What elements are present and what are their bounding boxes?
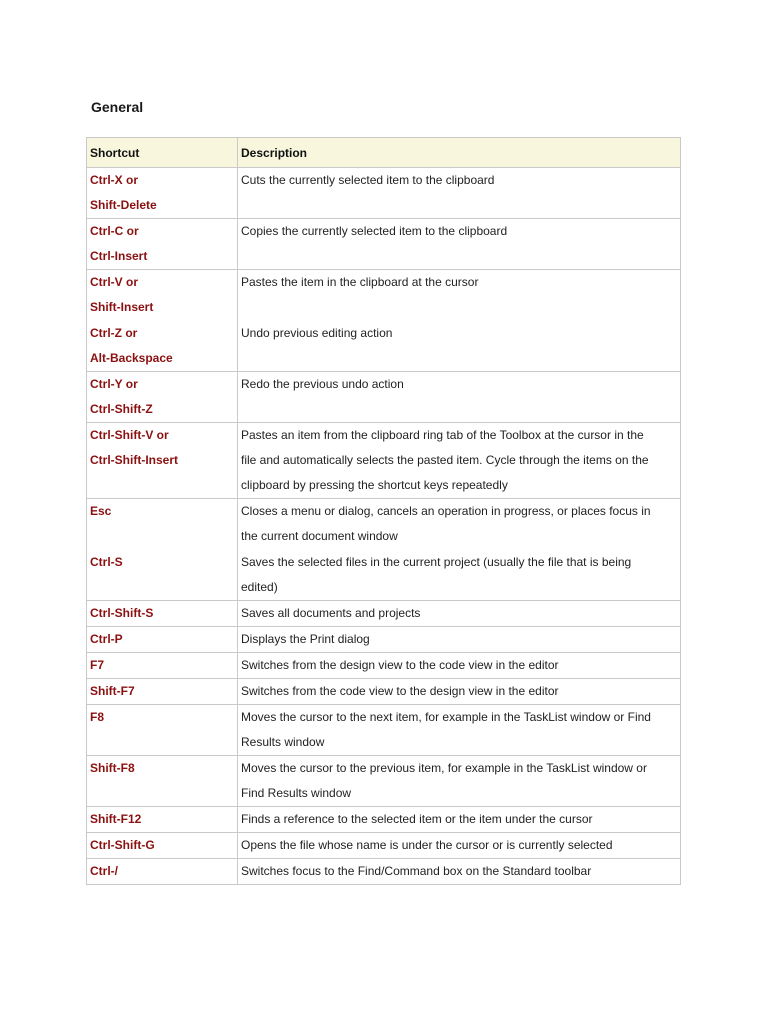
description-text: Displays the Print dialog [241,632,370,646]
shortcut-cell [87,807,238,833]
shortcut-key-text: Ctrl-Insert [90,249,148,263]
description-cell [238,270,681,321]
shortcut-key-text: Ctrl-C or [90,224,139,238]
table-row [87,653,681,679]
description-cell [238,550,681,601]
shortcut-key-text: Ctrl-Y or [90,377,138,391]
description-text: Pastes an item from the clipboard ring tab of the Toolbox at the cursor in the [241,428,644,442]
description-cell [238,679,681,705]
shortcut-cell [87,833,238,859]
shortcut-key-text: Ctrl-/ [90,864,118,878]
table-row [87,833,681,859]
description-text: Saves all documents and projects [241,606,421,620]
shortcut-cell [87,168,238,219]
shortcut-key-text: Shift-Delete [90,198,157,212]
description-cell [238,168,681,219]
description-cell [238,601,681,627]
shortcut-key-text: Shift-F12 [90,812,142,826]
description-text: edited) [241,580,278,594]
shortcut-key-text: F8 [90,710,105,724]
shortcut-key-text: Ctrl-X or [90,173,138,187]
description-text: file and automatically selects the pasted item. Cycle through the items on the [241,453,649,467]
table-row [87,807,681,833]
shortcut-key-text: Ctrl-Shift-V or [90,428,169,442]
description-text: Moves the cursor to the next item, for example in the TaskList window or Find [241,710,651,724]
table-row [87,219,681,270]
description-text: Switches focus to the Find/Command box on the Standard toolbar [241,864,592,878]
description-text: Switches from the code view to the design view in the editor [241,684,559,698]
shortcut-key-text: Ctrl-S [90,555,123,569]
description-text: Closes a menu or dialog, cancels an operation in progress, or places focus in [241,504,651,518]
table-header-row [87,138,681,168]
description-text: Undo previous editing action [241,326,393,340]
description-cell [238,705,681,756]
shortcut-cell [87,321,238,372]
description-text: Pastes the item in the clipboard at the cursor [241,275,479,289]
description-text: Redo the previous undo action [241,377,404,391]
shortcut-cell [87,219,238,270]
description-text: Saves the selected files in the current project (usually the file that is being [241,555,632,569]
description-text: Opens the file whose name is under the cursor or is currently selected [241,838,613,852]
description-text: Results window [241,735,325,749]
description-text: Find Results window [241,786,352,800]
shortcuts-table [86,137,681,885]
column-header-description: Description [238,138,681,168]
shortcut-key-text: Shift-Insert [90,300,154,314]
shortcut-key-text: Ctrl-Z or [90,326,138,340]
shortcut-key-text: Alt-Backspace [90,351,173,365]
shortcut-key-text: Shift-F7 [90,684,135,698]
shortcut-cell [87,270,238,321]
table-row [87,756,681,807]
shortcut-cell [87,601,238,627]
table-row [87,372,681,423]
description-cell [238,833,681,859]
shortcut-cell [87,550,238,601]
description-text: Switches from the design view to the code view in the editor [241,658,559,672]
description-text: clipboard by pressing the shortcut keys repeatedly [241,478,508,492]
description-cell [238,219,681,270]
table-body [87,168,681,885]
shortcut-key-text: Ctrl-Shift-Insert [90,453,178,467]
shortcut-cell [87,653,238,679]
description-cell [238,859,681,885]
shortcut-key-text: Ctrl-V or [90,275,138,289]
shortcut-key-text: Ctrl-P [90,632,123,646]
shortcut-cell [87,859,238,885]
shortcut-cell [87,499,238,550]
table-row [87,705,681,756]
shortcut-cell [87,372,238,423]
description-cell [238,423,681,499]
table-row [87,627,681,653]
shortcut-cell [87,627,238,653]
shortcut-cell [87,679,238,705]
table-row [87,859,681,885]
table-row [87,270,681,321]
shortcut-cell [87,756,238,807]
description-text: Cuts the currently selected item to the clipboard [241,173,495,187]
description-cell [238,627,681,653]
table-row [87,499,681,550]
description-cell [238,372,681,423]
description-cell [238,321,681,372]
description-text: Finds a reference to the selected item or the item under the cursor [241,812,593,826]
table-row [87,168,681,219]
shortcut-cell [87,423,238,499]
shortcut-key-text: Esc [90,504,112,518]
description-cell [238,653,681,679]
table-row [87,550,681,601]
shortcut-key-text: Ctrl-Shift-Z [90,402,153,416]
page-title: General [91,99,144,115]
table-row [87,321,681,372]
shortcut-cell [87,705,238,756]
description-text: the current document window [241,529,398,543]
table-row [87,679,681,705]
description-cell [238,499,681,550]
table-row [87,601,681,627]
shortcut-key-text: F7 [90,658,105,672]
description-cell [238,807,681,833]
shortcut-key-text: Ctrl-Shift-S [90,606,154,620]
description-cell [238,756,681,807]
description-text: Moves the cursor to the previous item, for example in the TaskList window or [241,761,647,775]
description-text: Copies the currently selected item to the clipboard [241,224,508,238]
table-row [87,423,681,499]
shortcut-key-text: Ctrl-Shift-G [90,838,155,852]
shortcut-key-text: Shift-F8 [90,761,135,775]
column-header-shortcut: Shortcut [87,138,238,168]
